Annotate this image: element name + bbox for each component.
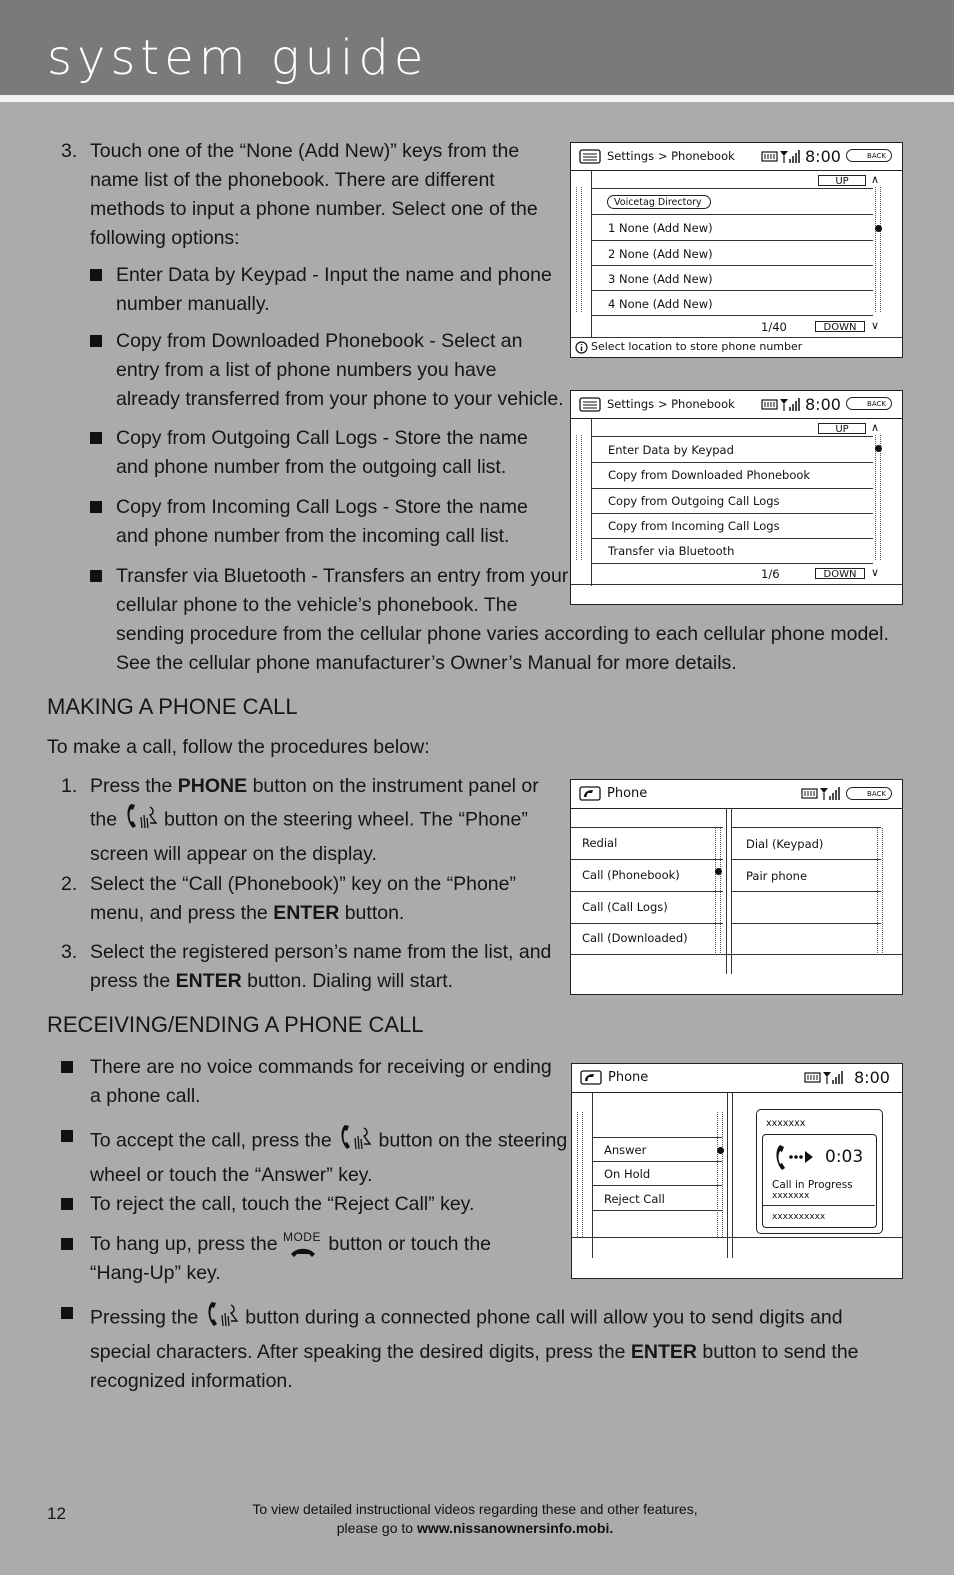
divider [591,436,873,437]
text-line: Transfer via Bluetooth - Transfers an entry from your [116,565,569,587]
divider [731,827,881,828]
phone-icon [580,1070,602,1085]
scroll-position-dot [717,1147,724,1154]
list-item[interactable]: Enter Data by Keypad [608,443,734,457]
list-item[interactable]: Copy from Outgoing Call Logs [608,494,780,508]
bullet-square [61,1238,73,1250]
text-line: Copy from Outgoing Call Logs - Store the name [116,427,528,449]
divider [591,290,873,291]
divider [571,923,723,924]
scroll-ticks [576,435,582,560]
call-logs-button[interactable]: Call (Call Logs) [582,900,668,914]
clock: 8:00 [854,1068,890,1087]
call-status-panel [756,1109,883,1234]
caller-name: xxxxxxx [766,1118,806,1129]
divider [591,315,873,316]
bullet-text [116,493,528,551]
divider [731,859,881,860]
text-line: entry from a list of phone numbers you have [116,359,497,381]
dial-keypad-button[interactable]: Dial (Keypad) [746,837,824,851]
bullet-text [116,424,528,482]
text-line: and phone number from the outgoing call list. [116,456,507,478]
screen-topbar [571,391,902,419]
redial-button[interactable]: Redial [582,836,618,850]
screen-title: Phone [608,1070,649,1085]
scroll-ticks [875,435,881,560]
mode-hangup-icon: MODE [283,1232,323,1258]
scroll-position-dot [715,868,722,875]
text-line: Copy from Downloaded Phonebook - Select an [116,330,523,352]
divider [591,513,873,514]
bullet-text: To reject the call, touch the “Reject Call” key. [90,1193,475,1215]
step-text: Select the registered person’s name from the list, and press the ENTER button. Dialing will start. [90,941,552,992]
phone-menu-screen [570,779,903,995]
text-line: already transferred from your phone to your vehicle. [116,388,564,410]
list-item[interactable]: Transfer via Bluetooth [608,544,735,558]
battery-signal-icon [804,1070,844,1085]
step-text: Select the “Call (Phonebook)” key on the “Phone” menu, and press the ENTER button. [90,873,516,924]
divider [591,240,873,241]
divider [591,265,873,266]
bullet-text: Pressing the button during a connected phone call will allow you to send digits and special characters. After speaking the desired digits, press the ENTER button to send the recognized information. [90,1299,859,1396]
scroll-position-dot [875,445,882,452]
section-heading: MAKING A PHONE CALL [47,694,298,719]
step-number: 3. [61,941,78,963]
call-timer: 0:03 [825,1147,864,1167]
divider [592,1092,593,1258]
battery-signal-icon [761,397,801,412]
text-line: See the cellular phone manufacturer’s Owner’s Manual for more details. [116,652,737,674]
divider [731,923,881,924]
scroll-ticks [717,1112,723,1237]
settings-icon [579,397,601,412]
divider [571,584,902,585]
list-item[interactable]: 4 None (Add New) [608,297,713,311]
bullet-text [116,261,552,319]
footer-link[interactable]: www.nissanownersinfo.mobi. [416,1520,614,1536]
phone-voice-icon [204,1299,240,1338]
divider [732,1092,733,1258]
phone-voice-icon [337,1122,373,1161]
clock: 8:00 [805,395,841,414]
divider [591,170,592,338]
down-arrow-icon[interactable]: ∨ [871,566,880,579]
battery-signal-icon [801,786,841,801]
scroll-ticks [576,187,582,312]
info-icon [575,341,588,354]
page-indicator: 1/40 [761,320,787,334]
screen-topbar [571,143,902,171]
reject-call-button[interactable]: Reject Call [604,1192,665,1206]
bullet-square [90,501,102,513]
text-line: following options: [90,227,240,249]
intro-text: To make a call, follow the procedures below: [47,736,430,758]
pair-phone-button[interactable]: Pair phone [746,869,808,883]
divider [591,418,592,586]
up-button[interactable]: UP [818,175,866,186]
bullet-text: To accept the call, press the button on the steering wheel or touch the “Answer” key. [90,1122,567,1190]
list-item[interactable]: 1 None (Add New) [608,221,713,235]
bullet-square [61,1130,73,1142]
phonebook-screen [570,142,903,358]
step-text: Press the PHONE button on the instrument panel or the button on the steering wheel. The “Phone” screen will appear on the display. [90,775,539,865]
text-line: and phone number from the incoming call list. [116,525,510,547]
screen-title: Phone [607,786,648,801]
scroll-position-dot [875,225,882,232]
phone-icon [579,786,601,801]
text-line: Copy from Incoming Call Logs - Store the name [116,496,528,518]
divider [592,1210,722,1211]
up-arrow-icon[interactable]: ∧ [871,173,880,186]
divider [727,1092,728,1258]
divider [571,827,723,828]
bullet-square [61,1307,73,1319]
back-button[interactable]: BACK [846,787,892,800]
section-heading: RECEIVING/ENDING A PHONE CALL [47,1012,424,1037]
up-arrow-icon[interactable]: ∧ [871,421,880,434]
scroll-ticks [715,828,721,955]
step-number: 3. [61,140,78,162]
text-line: methods to input a phone number. Select one of the [90,198,538,220]
up-button[interactable]: UP [818,423,866,434]
divider [572,1237,902,1238]
text-line: Touch one of the “None (Add New)” keys from the [90,140,520,162]
divider [591,538,873,539]
caller-number: xxxxxxx [772,1191,810,1201]
divider [591,214,873,215]
step-number: 2. [61,873,78,895]
call-status-text: Call in Progress [772,1179,853,1191]
bullet-square [90,570,102,582]
divider [571,859,723,860]
step-text [90,137,538,253]
screen-topbar [572,1064,902,1093]
page-indicator: 1/6 [761,567,780,581]
back-button[interactable]: BACK [846,397,892,410]
bullet-square [90,335,102,347]
text-line: cellular phone to the vehicle’s phonebook. The [116,594,518,616]
text-line: number manually. [116,293,270,315]
clock: 8:00 [805,147,841,166]
bullet-square [90,269,102,281]
divider [592,1185,722,1186]
bullet-text: There are no voice commands for receiving or ending a phone call. [90,1056,552,1107]
call-in-progress-icon [773,1143,821,1173]
battery-signal-icon [761,149,801,164]
page-number: 12 [47,1504,66,1523]
header-divider [0,95,954,102]
down-button[interactable]: DOWN [815,321,865,332]
divider [591,488,873,489]
list-item[interactable]: Copy from Incoming Call Logs [608,519,780,533]
screen-breadcrumb: Settings > Phonebook [607,149,735,163]
screen-breadcrumb: Settings > Phonebook [607,397,735,411]
list-item[interactable]: Copy from Downloaded Phonebook [608,468,811,482]
divider [591,563,873,564]
incoming-call-screen [571,1063,903,1279]
scroll-ticks [577,1112,583,1237]
text-line: Enter Data by Keypad - Input the name and phone [116,264,552,286]
back-button[interactable]: BACK [846,149,892,162]
bullet-text [116,327,564,414]
step-number: 1. [61,775,78,797]
divider [763,1205,875,1206]
list-item[interactable]: 2 None (Add New) [608,247,713,261]
phonebook-options-screen [570,390,903,605]
bullet-square [61,1198,73,1210]
down-button[interactable]: DOWN [815,568,865,579]
divider [571,954,902,955]
phone-voice-icon [123,801,159,840]
call-phonebook-button[interactable]: Call (Phonebook) [582,868,680,882]
voicetag-directory-button[interactable]: Voicetag Directory [607,195,711,209]
bullet-square [61,1061,73,1073]
divider [591,188,873,189]
divider [571,337,902,338]
footer-text: To view detailed instructional videos regarding these and other features, please go to www.nissanownersinfo.mobi. [252,1501,698,1536]
list-item[interactable]: 3 None (Add New) [608,272,713,286]
text-line: sending procedure from the cellular phone varies according to each cellular phone model. [116,623,889,645]
down-arrow-icon[interactable]: ∨ [871,319,880,332]
divider [731,891,881,892]
settings-icon [579,149,601,164]
bullet-square [90,432,102,444]
call-downloaded-button[interactable]: Call (Downloaded) [582,931,688,945]
scroll-ticks [875,187,881,312]
divider [592,1137,722,1138]
bullet-text: To hang up, press the MODE button or touch the “Hang-Up” key. [90,1229,492,1284]
on-hold-button[interactable]: On Hold [604,1167,651,1181]
divider [726,808,727,974]
call-info-box [762,1134,877,1228]
scroll-ticks [877,828,883,955]
info-message: Select location to store phone number [591,340,803,353]
text-line: name list of the phonebook. There are different [90,169,495,191]
answer-button[interactable]: Answer [604,1143,647,1157]
page-title: system guide [47,30,429,86]
divider [571,891,723,892]
divider [591,462,873,463]
screen-topbar [571,780,902,809]
caller-number: xxxxxxxxxx [772,1212,826,1222]
divider [592,1161,722,1162]
